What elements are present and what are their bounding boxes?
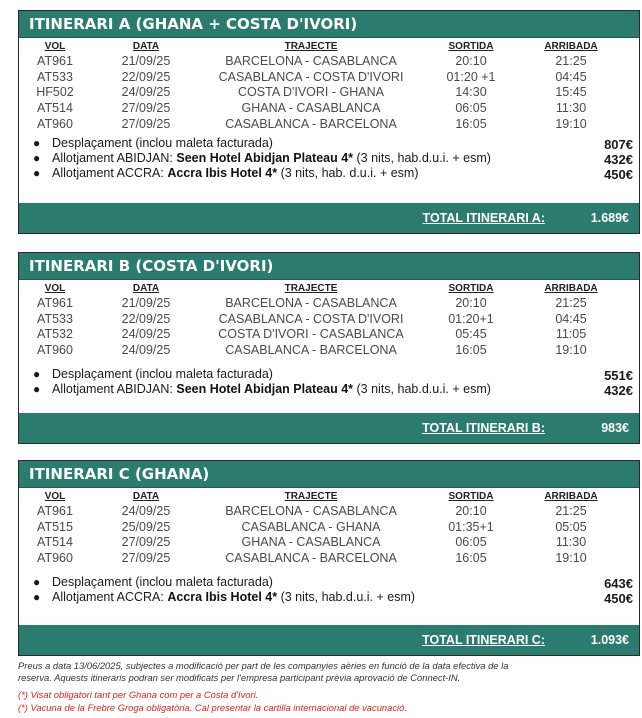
table-header: [19, 282, 621, 296]
total-label: TOTAL ITINERARI C:: [422, 633, 545, 647]
cell-data: 22/09/25: [121, 69, 171, 84]
cell-data: 24/09/25: [121, 85, 171, 100]
col-data: DATA: [132, 41, 160, 52]
footer-line-1: Preus a data 13/06/2025, subjectes a modificació per part de les companyies aèries en funció de la data efectiva de la: [18, 660, 509, 671]
bullet-icon: ●: [33, 589, 41, 604]
cell-arribada: 15:45: [555, 85, 587, 100]
col-trajecte: TRAJECTE: [284, 283, 338, 294]
cell-sortida: 16:05: [455, 116, 487, 131]
cell-sortida: 06:05: [455, 535, 487, 550]
flights-table: [19, 282, 621, 359]
bullet-icon: ●: [33, 381, 41, 396]
cell-arribada: 19:10: [555, 116, 587, 131]
cell-vol: AT533: [37, 69, 73, 84]
cell-trajecte: CASABLANCA - BARCELONA: [225, 343, 397, 358]
hotel-name: Accra Ibis Hotel 4: [167, 165, 273, 180]
col-vol: VOL: [44, 41, 66, 52]
table-row: [19, 54, 621, 70]
cell-trajecte: CASABLANCA - GHANA: [241, 519, 381, 534]
col-data: DATA: [132, 491, 160, 502]
cost-item: [19, 382, 639, 397]
col-trajecte: TRAJECTE: [284, 41, 338, 52]
item-price: 551€: [604, 367, 633, 383]
flights-table: [19, 40, 621, 133]
cell-vol: AT961: [37, 296, 73, 310]
total-value: 983€: [601, 421, 629, 435]
cell-sortida: 14:30: [455, 85, 487, 100]
item-detail: (3 nits, hab.d.u.i. + esm): [277, 589, 416, 604]
table-header: [19, 490, 621, 504]
item-detail: (3 nits, hab.d.u.i. + esm): [353, 150, 491, 165]
total-value: 1.093€: [590, 633, 629, 647]
cell-vol: AT514: [37, 101, 73, 116]
table-row: [19, 504, 621, 520]
cell-vol: HF502: [36, 85, 74, 100]
cell-vol: AT532: [37, 327, 73, 342]
cell-sortida: 16:05: [455, 551, 487, 566]
cost-item: [19, 151, 639, 166]
cell-sortida: 20:10: [455, 296, 487, 310]
table-row: [19, 343, 621, 359]
col-arribada: ARRIBADA: [544, 41, 598, 52]
cell-sortida: 16:05: [455, 343, 487, 358]
bullet-icon: ●: [33, 135, 41, 150]
cell-vol: AT961: [37, 54, 73, 68]
col-sortida: SORTIDA: [448, 491, 494, 502]
total-label: TOTAL ITINERARI B:: [422, 421, 545, 435]
cell-vol: AT533: [37, 311, 73, 326]
table-row: [19, 312, 621, 328]
item-text: Allotjament ACCRA:: [52, 165, 168, 180]
hotel-star: *: [272, 165, 278, 180]
cell-sortida: 20:10: [455, 54, 487, 68]
table-row: [19, 535, 621, 551]
cell-sortida: 01:20 +1: [446, 69, 496, 84]
col-trajecte: TRAJECTE: [284, 491, 338, 502]
total-bar: [19, 413, 639, 443]
cell-data: 27/09/25: [121, 551, 171, 566]
bullet-icon: ●: [33, 366, 41, 381]
cell-sortida: 01:20+1: [448, 311, 494, 326]
itinerary-a: [18, 10, 640, 234]
cell-trajecte: COSTA D'IVORI - GHANA: [238, 85, 384, 100]
cost-item: [19, 575, 639, 590]
hotel-star: *: [348, 381, 354, 396]
cell-arribada: 21:25: [555, 296, 587, 310]
cell-data: 25/09/25: [121, 519, 171, 534]
hotel-name: Seen Hotel Abidjan Plateau 4: [176, 381, 349, 396]
cell-sortida: 01:35+1: [448, 519, 494, 534]
flights-table: [19, 490, 621, 567]
total-label: TOTAL ITINERARI A:: [422, 211, 545, 225]
cell-arribada: 04:45: [555, 69, 587, 84]
cell-arribada: 21:25: [555, 504, 587, 518]
bullet-icon: ●: [33, 165, 41, 180]
footer-note-vaccine: (*) Vacuna de la Frebre Groga obligatòria. Cal presentar la cartilla internacional de vacunació.: [18, 702, 407, 713]
cell-vol: AT514: [37, 535, 73, 550]
hotel-name: Seen Hotel Abidjan Plateau 4: [176, 150, 349, 165]
item-text: Desplaçament (inclou maleta facturada): [52, 366, 273, 381]
hotel-star: *: [348, 150, 354, 165]
item-text: Desplaçament (inclou maleta facturada): [52, 135, 273, 150]
cell-vol: AT515: [37, 519, 73, 534]
cost-item: [19, 166, 639, 181]
item-text: Allotjament ABIDJAN:: [52, 381, 177, 396]
cell-data: 21/09/25: [121, 54, 171, 68]
col-data: DATA: [132, 283, 160, 294]
cell-vol: AT960: [37, 551, 73, 566]
cell-data: 24/09/25: [121, 343, 171, 358]
item-price: 643€: [604, 575, 633, 591]
item-detail: (3 nits, hab.d.u.i. + esm): [353, 381, 491, 396]
item-text: Allotjament ABIDJAN:: [52, 150, 177, 165]
cell-arribada: 11:05: [555, 327, 587, 342]
col-vol: VOL: [44, 283, 66, 294]
item-text: Allotjament ACCRA:: [52, 589, 168, 604]
table-row: [19, 117, 621, 133]
table-row: [19, 296, 621, 312]
cell-data: 27/09/25: [121, 101, 171, 116]
item-price: 450€: [604, 590, 633, 606]
cell-trajecte: BARCELONA - CASABLANCA: [225, 54, 397, 68]
cell-arribada: 19:10: [555, 343, 587, 358]
cell-trajecte: GHANA - CASABLANCA: [241, 101, 381, 116]
table-row: [19, 327, 621, 343]
table-row: [19, 85, 621, 101]
cell-sortida: 05:45: [455, 327, 487, 342]
cell-data: 27/09/25: [121, 535, 171, 550]
cell-arribada: 11:30: [555, 535, 587, 550]
item-detail: (3 nits, hab. d.u.i. + esm): [277, 165, 419, 180]
hotel-star: *: [272, 589, 278, 604]
cell-vol: AT960: [37, 343, 73, 358]
footer-line-2: reserva. Aquests itineraris podran ser modificats per l'empresa participant prèvia aprovació de Connect-IN.: [18, 672, 461, 683]
total-bar: [19, 625, 639, 655]
cell-vol: AT960: [37, 116, 73, 131]
itinerary-title: ITINERARI C (GHANA): [19, 461, 639, 488]
cell-trajecte: BARCELONA - CASABLANCA: [225, 504, 397, 518]
table-row: [19, 551, 621, 567]
item-text: Desplaçament (inclou maleta facturada): [52, 574, 273, 589]
cell-vol: AT961: [37, 504, 73, 518]
cell-trajecte: CASABLANCA - COSTA D'IVORI: [218, 311, 404, 326]
table-row: [19, 101, 621, 117]
itinerary-title: ITINERARI A (GHANA + COSTA D'IVORI): [19, 11, 639, 38]
total-value: 1.689€: [590, 211, 629, 225]
cell-trajecte: CASABLANCA - BARCELONA: [225, 551, 397, 566]
cell-arribada: 11:30: [555, 101, 587, 116]
total-bar: [19, 203, 639, 233]
item-price: 432€: [604, 382, 633, 398]
cell-data: 22/09/25: [121, 311, 171, 326]
cell-data: 24/09/25: [121, 327, 171, 342]
cost-item: [19, 136, 639, 151]
cell-data: 27/09/25: [121, 116, 171, 131]
col-vol: VOL: [44, 491, 66, 502]
footer-note-visa: (*) Visat obligatori tant per Ghana com per a Costa d'Ivori.: [18, 689, 259, 700]
col-sortida: SORTIDA: [448, 283, 494, 294]
cell-sortida: 06:05: [455, 101, 487, 116]
itinerary-b: [18, 252, 640, 444]
itinerary-c: [18, 460, 640, 656]
table-header: [19, 40, 621, 54]
cell-arribada: 21:25: [555, 54, 587, 68]
cell-arribada: 19:10: [555, 551, 587, 566]
cell-trajecte: COSTA D'IVORI - CASABLANCA: [218, 327, 404, 342]
itinerary-title: ITINERARI B (COSTA D'IVORI): [19, 253, 639, 280]
item-price: 432€: [604, 151, 633, 167]
cell-data: 24/09/25: [121, 504, 171, 518]
col-arribada: ARRIBADA: [544, 283, 598, 294]
cell-arribada: 04:45: [555, 311, 587, 326]
cell-trajecte: CASABLANCA - COSTA D'IVORI: [218, 69, 404, 84]
cell-sortida: 20:10: [455, 504, 487, 518]
cost-item: [19, 367, 639, 382]
hotel-name: Accra Ibis Hotel 4: [167, 589, 273, 604]
bullet-icon: ●: [33, 574, 41, 589]
item-price: 450€: [604, 166, 633, 182]
cell-data: 21/09/25: [121, 296, 171, 310]
cost-item: [19, 590, 639, 605]
bullet-icon: ●: [33, 150, 41, 165]
cell-trajecte: BARCELONA - CASABLANCA: [225, 296, 397, 310]
table-row: [19, 70, 621, 86]
col-arribada: ARRIBADA: [544, 491, 598, 502]
item-price: 807€: [604, 136, 633, 152]
cell-arribada: 05:05: [555, 519, 587, 534]
cell-trajecte: GHANA - CASABLANCA: [241, 535, 381, 550]
col-sortida: SORTIDA: [448, 41, 494, 52]
table-row: [19, 520, 621, 536]
cell-trajecte: CASABLANCA - BARCELONA: [225, 116, 397, 131]
